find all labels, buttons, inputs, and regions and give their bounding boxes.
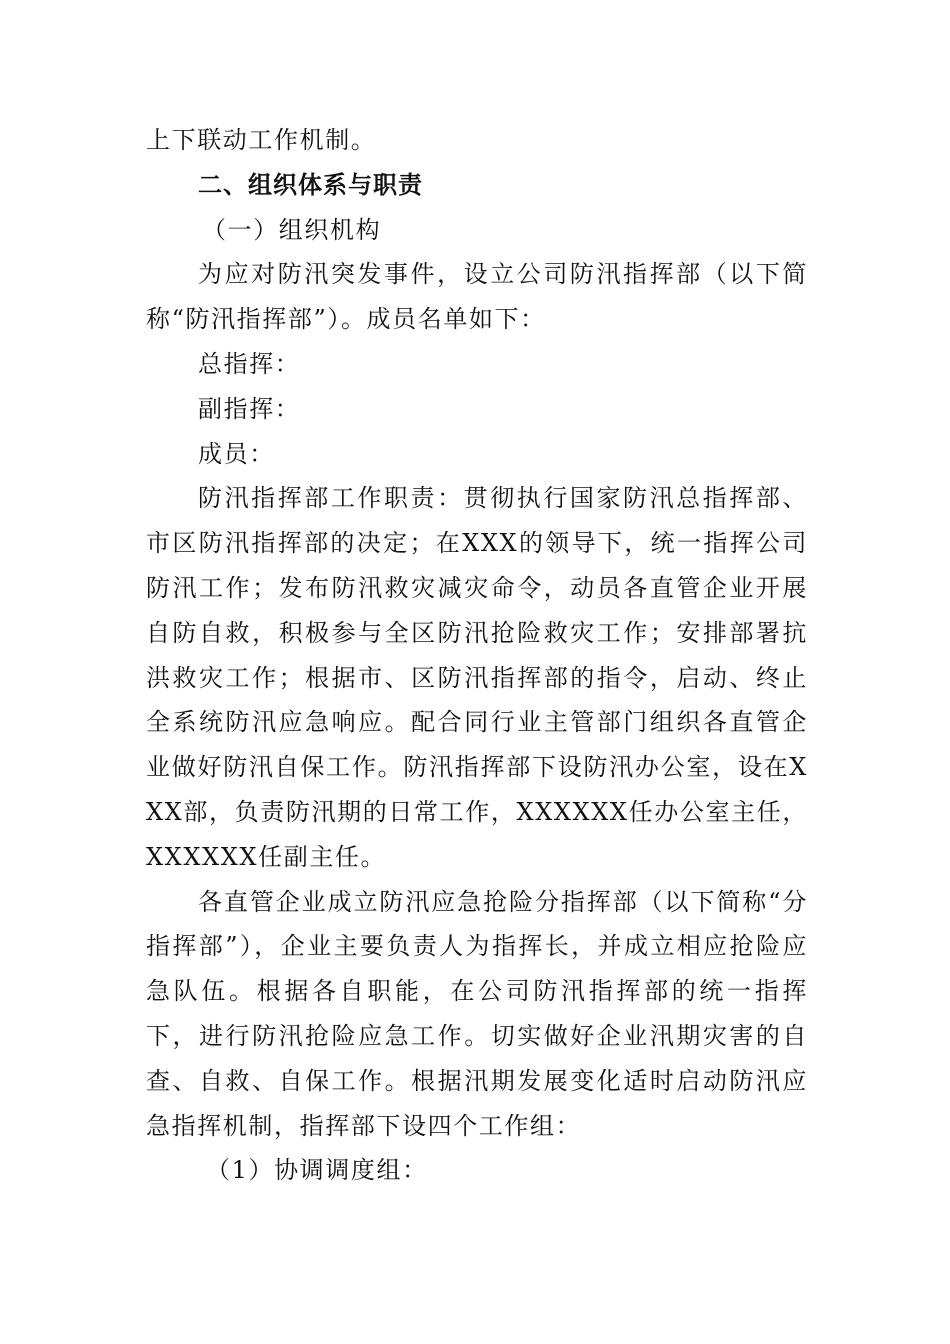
members-line: 成员： bbox=[198, 439, 275, 468]
deputy-commander-line: 副指挥： bbox=[198, 394, 301, 423]
establishment-paragraph: 为应对防汛突发事件，设立公司防汛指挥部（以下简称“防汛指挥部”）。成员名单如下： bbox=[146, 260, 808, 334]
subsection-heading: （一）组织机构 bbox=[202, 215, 382, 244]
coordination-group-line: （1）协调调度组： bbox=[206, 1156, 428, 1185]
intro-continuation-text: 上下联动工作机制。 bbox=[146, 126, 377, 154]
document-body bbox=[146, 118, 808, 1193]
branch-command-paragraph: 各直管企业成立防汛应急抢险分指挥部（以下简称“分指挥部”），企业主要负责人为指挥长，并成立相应抢险应急队伍。根据各自职能，在公司防汛指挥部的统一指挥下，进行防汛抢险应急工作。切实做好企业汛期灾害的自查、自救、自保工作。根据汛期发展变化适时启动防汛应急指挥机制，指挥部下设四个工作组： bbox=[146, 887, 808, 1140]
duties-paragraph: 防汛指挥部工作职责：贯彻执行国家防汛总指挥部、市区防汛指挥部的决定；在XXX的领导下，统一指挥公司防汛工作；发布防汛救灾减灾命令，动员各直管企业开展自防自救，积极参与全区防汛抢险救灾工作；安排部署抗洪救灾工作；根据市、区防汛指挥部的指令，启动、终止全系统防汛应急响应。配合同行业主管部门组织各直管企业做好防汛自保工作。防汛指挥部下设防汛办公室，设在XXX部，负责防汛期的日常工作，XXXXXX任办公室主任，XXXXXX任副主任。 bbox=[146, 484, 808, 871]
section-heading: 二、组织体系与职责 bbox=[198, 170, 423, 199]
chief-commander-line: 总指挥： bbox=[198, 349, 301, 378]
